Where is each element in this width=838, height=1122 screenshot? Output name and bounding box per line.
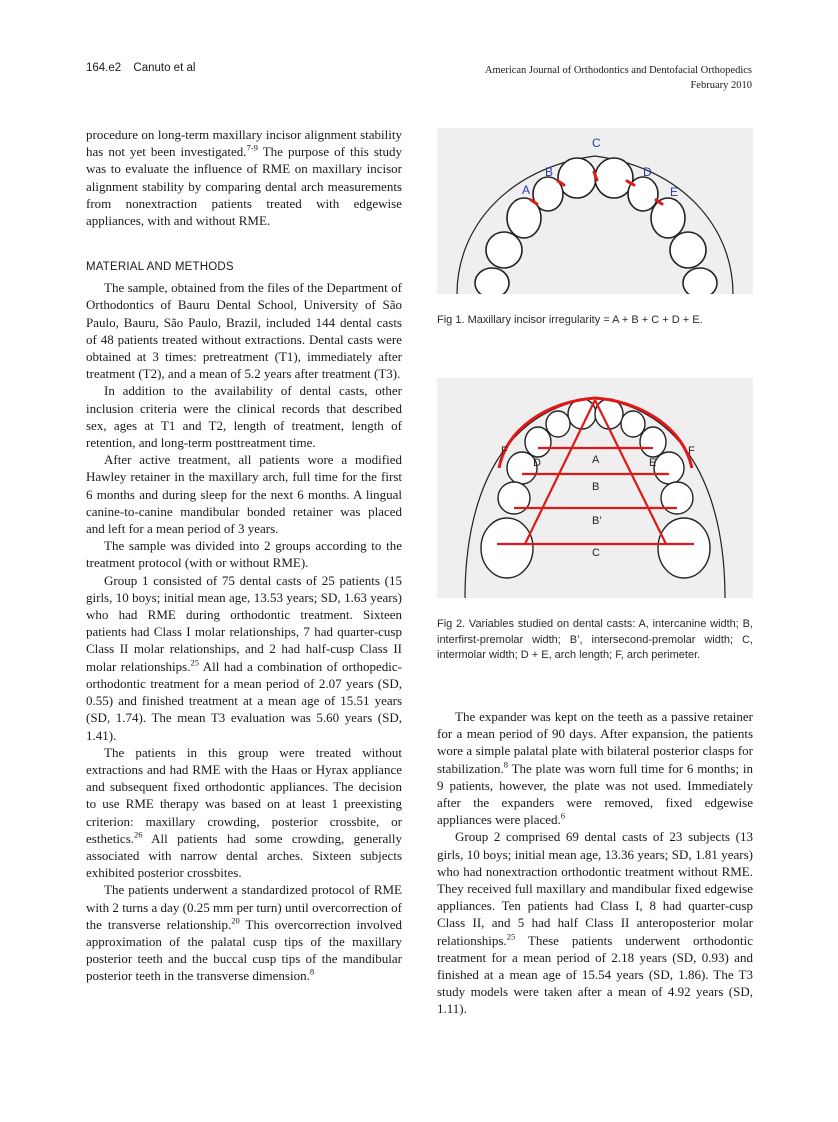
label-a: A [522,183,531,197]
intro-paragraph: procedure on long-term maxillary incisor alignment stability has not yet been investigated.$^{7-9}$ The purpose of this study was to evaluate the influence of RME on maxillary incisor alignment stability by comparing dental arch measurements from nonextraction patients treated with edgewise appliances, with and without RME. [86,127,402,229]
tooth-canine-right [640,427,666,457]
citation: 6 [560,810,566,821]
figure-1-caption: Fig 1. Maxillary incisor irregularity = A + B + C + D + E. [437,314,703,326]
body-paragraph: Group 2 comprised 69 dental casts of 23 subjects (13 girls, 10 boys; initial mean age, 13.36 years; SD, 1.81 years) who had nonextraction orthodontic treatment without RME. They received full maxillary and mandibular fixed edgewise appliances. Ten patients had Class I, 8 had quarter-cusp Class II, and 5 had half Class II anteroposterior molar relationships.$^{25}$ These patients underwent orthodontic treatment for a mean period of 2.18 years (SD, 0.93) and finished at a mean age of 15.54 years (SD, 1.86). The T3 study models were taken after a mean of 4.92 years (SD, 1.11). [437,829,753,1017]
label-b: B [545,165,554,179]
body-paragraph: Group 1 consisted of 75 dental casts of 25 patients (15 girls, 10 boys; initial mean age, 13.53 years; SD, 1.63 years) who had RME during orthodontic treatment. Sixteen patients had Class I molar relationships, 7 had quarter-cusp Class II molar relationships, and 2 had half-cusp Class II molar relationships.$^{25}$ All had a combination of orthopedic-orthodontic treatment for a mean period of 2.07 years (SD, 0.55) and finished treatment at a mean age of 15.51 years (SD, 1.74). The mean T3 evaluation was 5.60 years (SD, 1.41). [86,572,402,743]
figure-2-image [437,378,753,598]
body-paragraph: The patients in this group were treated without extractions and had RME with the Haas or Hyrax appliance and subsequent fixed orthodontic appliances. The decision to use RME therapy was based on at least 1 preexisting criterion: maxillary crowding, posterior crossbite, or esthetics.$^{26}$ All patients had some crowding, generally associated with narrow dental arches. Sixteen subjects exhibited posterior crossbites. [86,744,402,881]
citation: 25 [190,657,199,668]
page-number: 164.e2 [86,62,122,74]
tooth-premolar-right [670,232,706,268]
author-running-head: Canuto et al [133,62,196,74]
section-heading: MATERIAL AND METHODS [86,261,234,274]
tooth-lateral-incisor-right [621,411,645,437]
citation: 7-9 [246,142,258,153]
journal-name: American Journal of Orthodontics and Dentofacial Orthopedics [484,65,752,76]
label-d: D [533,457,541,469]
label-a: A [592,454,600,466]
right-column [437,708,753,1018]
label-c: C [592,547,600,559]
body-paragraph: In addition to the availability of dental casts, other inclusion criteria were the clinical records that described sex, ages at T1 and T2, length of treatment, length of retention, and long-term posttreatment time. [86,383,402,451]
tooth-central-incisor-right [595,399,623,429]
body-paragraph: The expander was kept on the teeth as a passive retainer for a mean period of 90 days. After expansion, the patients wore a simple palatal plate with bilateral posterior clasps for stabilization.$^8$ The plate was worn full time for 6 months; in 9 patients, however, the plate was not used. Immediately after the expanders were removed, fixed edgewise appliances were placed.$^6$ [437,709,753,828]
figure-2-caption: Fig 2. Variables studied on dental casts: A, intercanine width; B, interfirst-premolar width; B’, intersecond-premolar width; C, intermolar width; D + E, arch length; F, arch perimeter. [437,618,753,661]
citation: 26 [134,829,143,840]
label-b: B [592,481,600,493]
label-e: E [670,185,679,199]
tooth-first-premolar-right [654,452,684,484]
maxillary-arch-diagram [437,128,753,294]
running-header-right [485,63,752,93]
label-c: C [592,136,601,150]
citation: 20 [231,915,240,926]
issue-date: February 2010 [690,80,752,91]
citation: 8 [503,759,509,770]
tooth-premolar2-left [475,268,509,294]
tooth-canine-left [525,427,551,457]
tooth-molar-left [481,518,533,578]
citation: 8 [309,967,315,978]
label-b-prime: B’ [592,515,602,527]
body-paragraph: After active treatment, all patients wore a modified Hawley retainer in the maxillary arch, full time for the first 6 months and during sleep for the next 6 months. A lingual canine-to-canine mandibular bonded retainer was placed and left for a mean period of 3 years. [86,452,402,537]
left-column [86,126,402,985]
citation: 25 [506,931,516,942]
body-paragraph: The sample, obtained from the files of the Department of Orthodontics of Bauru Dental School, University of São Paulo, Bauru, São Paulo, Brazil, included 144 dental casts of 48 patients treated without extractions. Dental casts were obtained at 3 times: pretreatment (T1), immediately after treatment (T2), and a mean of 5.2 years after treatment (T3). [86,280,402,382]
tooth-molar-right [658,518,710,578]
label-f-left: F [501,445,508,457]
tooth-lateral-incisor-left [546,411,570,437]
figure-1-image [437,128,753,294]
label-d: D [643,165,652,179]
tooth-premolar-left [486,232,522,268]
body-paragraph: The sample was divided into 2 groups according to the treatment protocol (with or without RME). [86,538,402,571]
label-f-right: F [688,445,695,457]
body-paragraph: The patients underwent a standardized protocol of RME with 2 turns a day (0.25 mm per turn) until overcorrection of the transverse relationship.$^{20}$ This overcorrection involved approximation of the palatal cusp tips of the maxillary posterior teeth and the buccal cusp tips of the mandibular posterior teeth in the transverse dimension.$^8$ [86,882,402,984]
arch-measurements-diagram [437,378,753,598]
label-e: E [649,457,657,469]
tooth-premolar2-right [683,268,717,294]
tooth-second-premolar-right [661,482,693,514]
running-header-left [86,62,204,74]
tooth-second-premolar-left [498,482,530,514]
tooth-canine-right [651,198,685,238]
